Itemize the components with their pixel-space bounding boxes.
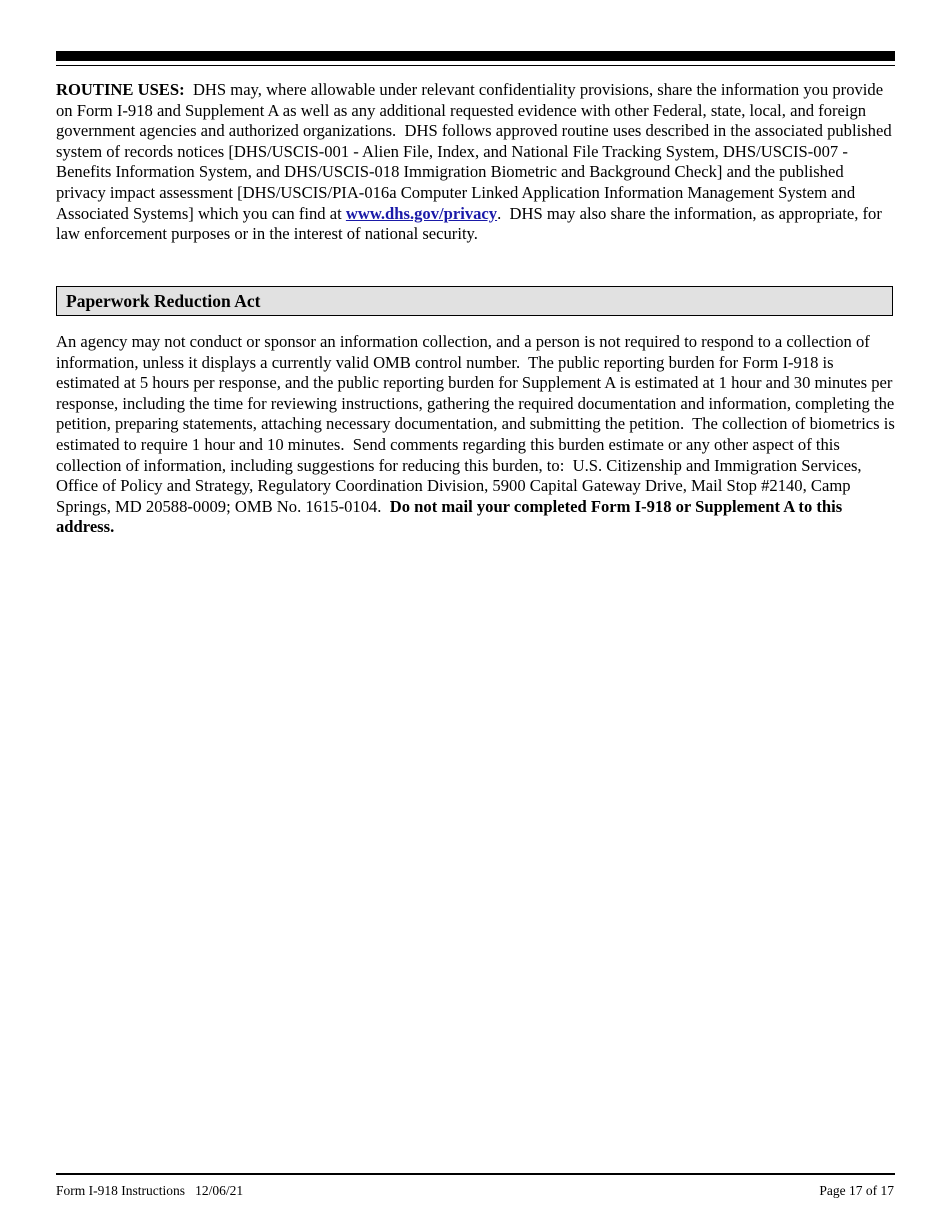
routine-uses-text-end: . DHS may also share the information, as appropriate, for law enforcement purposes or in the interest of national security. [56,203,887,244]
paperwork-bold-notice: Do not mail your completed Form I-918 or Supplement A to this address. [56,496,843,537]
paperwork-text: An agency may not conduct or sponsor an information collection, and a person is not required to respond to a collection of information, unless it displays a currently valid OMB control number. The public reporting burden for Form I-918 is estimated at 5 hours per response, and the public reporting burden for Supplement A is estimated at 1 hour and 30 minutes per response, including the time for reviewing instructions, gathering the required documentation and information, completing the petition, preparing statements, attaching necessary documentation, and submitting the petition. The collection of biometrics is estimated to require 1 hour and 10 minutes. Send comments regarding this burden estimate or any other aspect of this collection of information, including suggestions for reducing this burden, to: U.S. Citizenship and Immigration Services, Office of Policy and Strategy, Regulatory Coordination Division, 5900 Capital Gateway Drive, Mail Stop #2140, Camp Springs, MD 20588-0009; OMB No. 1615-0104. [56,332,900,516]
top-thick-rule [56,51,895,61]
paperwork-paragraph [56,332,900,538]
paperwork-heading: Paperwork Reduction Act [66,291,261,311]
footer-rule [56,1173,895,1175]
footer-page-number: Page 17 of 17 [819,1183,894,1198]
privacy-link[interactable]: www.dhs.gov/privacy [345,203,498,223]
footer-form-id: Form I-918 Instructions 12/06/21 [56,1183,244,1198]
routine-uses-heading: ROUTINE USES: [56,80,185,99]
top-thin-rule [56,65,895,66]
paperwork-section-header [56,286,893,316]
routine-uses-paragraph [56,80,896,245]
routine-uses-text: DHS may, where allowable under relevant confidentiality provisions, share the information you provide on Form I-918 and Supplement A as well as any additional requested evidence with other Federal, state, local, and foreign government agencies and authorized organizations. DHS follows approved routine uses described in the associated published system of records notices [DHS/USCIS-001 - Alien File, Index, and National File Tracking System, DHS/USCIS-007 - Benefits Information System, and DHS/USCIS-018 Immigration Biometric and Background Check] and the published privacy impact assessment [DHS/USCIS/PIA-016a Computer Linked Application Information Management System and Associated Systems] which you can find at [56,80,896,223]
